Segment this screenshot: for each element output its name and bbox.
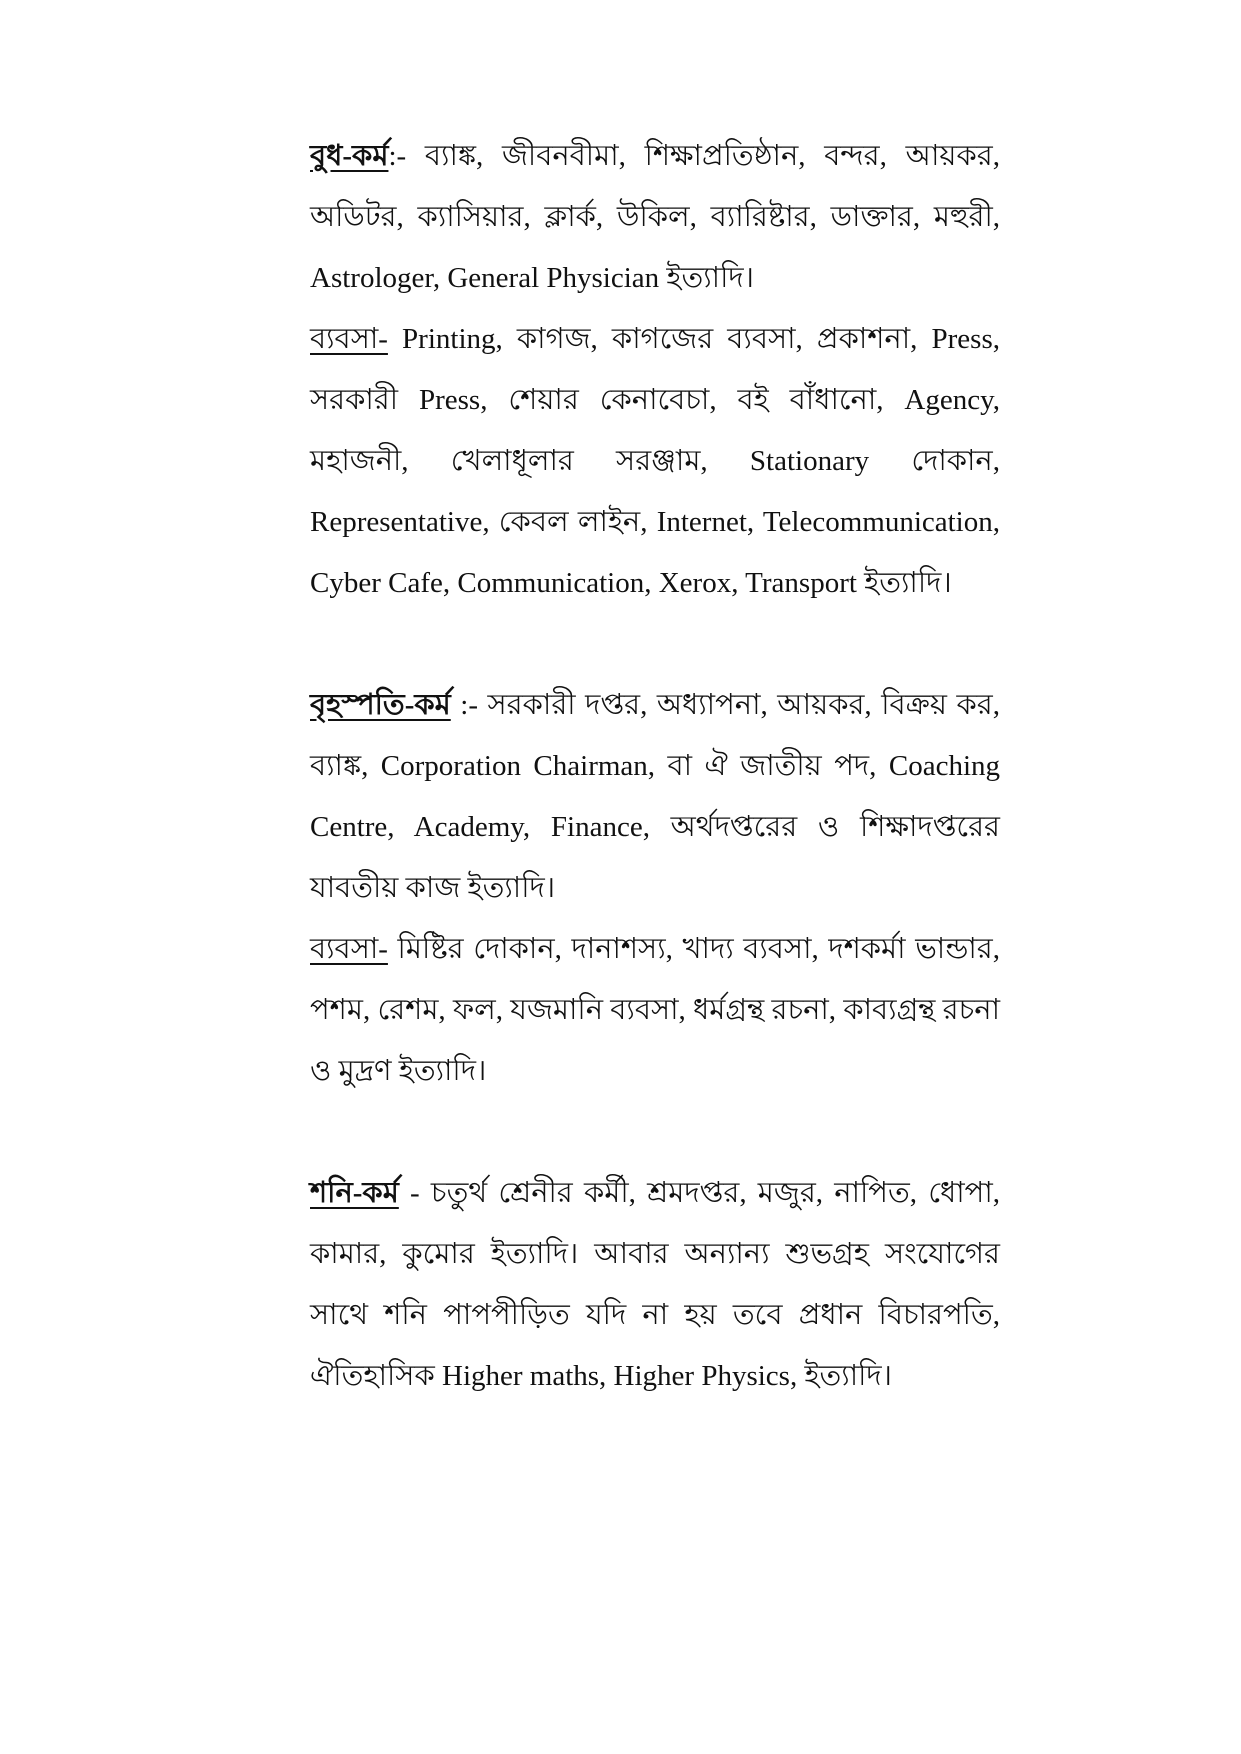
saturn-karma-paragraph [310,1163,1000,1407]
mercury-karma-paragraph [310,126,1000,309]
jupiter-karma-paragraph [310,675,1000,919]
mercury-karma-text: :- ব্যাঙ্ক, জীবনবীমা, শিক্ষাপ্রতিষ্ঠান, বন্দর, আয়কর, অডিটর, ক্যাসিয়ার, ক্লার্ক, উকিল, ব্যারিষ্টার, ডাক্তার, মহুরী, Astrologer, General Physician ইত্যাদি। [310,140,1000,294]
saturn-karma-text: - চতুর্থ শ্রেনীর কর্মী, শ্রমদপ্তর, মজুর, নাপিত, ধোপা, কামার, কুমোর ইত্যাদি। আবার অন্যান্য শুভগ্রহ সংযোগের সাথে শনি পাপপীড়িত যদি না হয় তবে প্রধান বিচারপতি, ঐতিহাসিক Higher maths, Higher Physics, ইত্যাদি। [310,1177,1000,1392]
section-spacer [310,614,1000,675]
jupiter-karma-heading: বৃহস্পতি-কর্ম [310,689,451,721]
mercury-business-heading: ব্যবসা- [310,323,388,355]
jupiter-business-heading: ব্যবসা- [310,933,388,965]
mercury-business-text: Printing, কাগজ, কাগজের ব্যবসা, প্রকাশনা, Press, সরকারী Press, শেয়ার কেনাবেচা, বই বাঁধানো, Agency, মহাজনী, খেলাধূলার সরঞ্জাম, Stationary দোকান, Representative, কেবল লাইন, Internet, Telecommunication, Cyber Cafe, Communication, Xerox, Transport ইত্যাদি। [310,323,1000,599]
saturn-karma-heading: শনি-কর্ম [310,1177,399,1209]
jupiter-business-text: মিষ্টির দোকান, দানাশস্য, খাদ্য ব্যবসা, দশকর্মা ভান্ডার, পশম, রেশম, ফল, যজমানি ব্যবসা, ধর্মগ্রন্থ রচনা, কাব্যগ্রন্থ রচনা ও মুদ্রণ ইত্যাদি। [310,933,1000,1087]
mercury-karma-heading: বুধ-কর্ম [310,140,389,172]
document-body [310,126,1000,1407]
jupiter-business-paragraph [310,919,1000,1102]
section-spacer [310,1102,1000,1163]
mercury-business-paragraph [310,309,1000,614]
jupiter-karma-text: :- সরকারী দপ্তর, অধ্যাপনা, আয়কর, বিক্রয় কর, ব্যাঙ্ক, Corporation Chairman, বা ঐ জাতীয় পদ, Coaching Centre, Academy, Finance, অর্থদপ্তরের ও শিক্ষাদপ্তরের যাবতীয় কাজ ইত্যাদি। [310,689,1000,904]
